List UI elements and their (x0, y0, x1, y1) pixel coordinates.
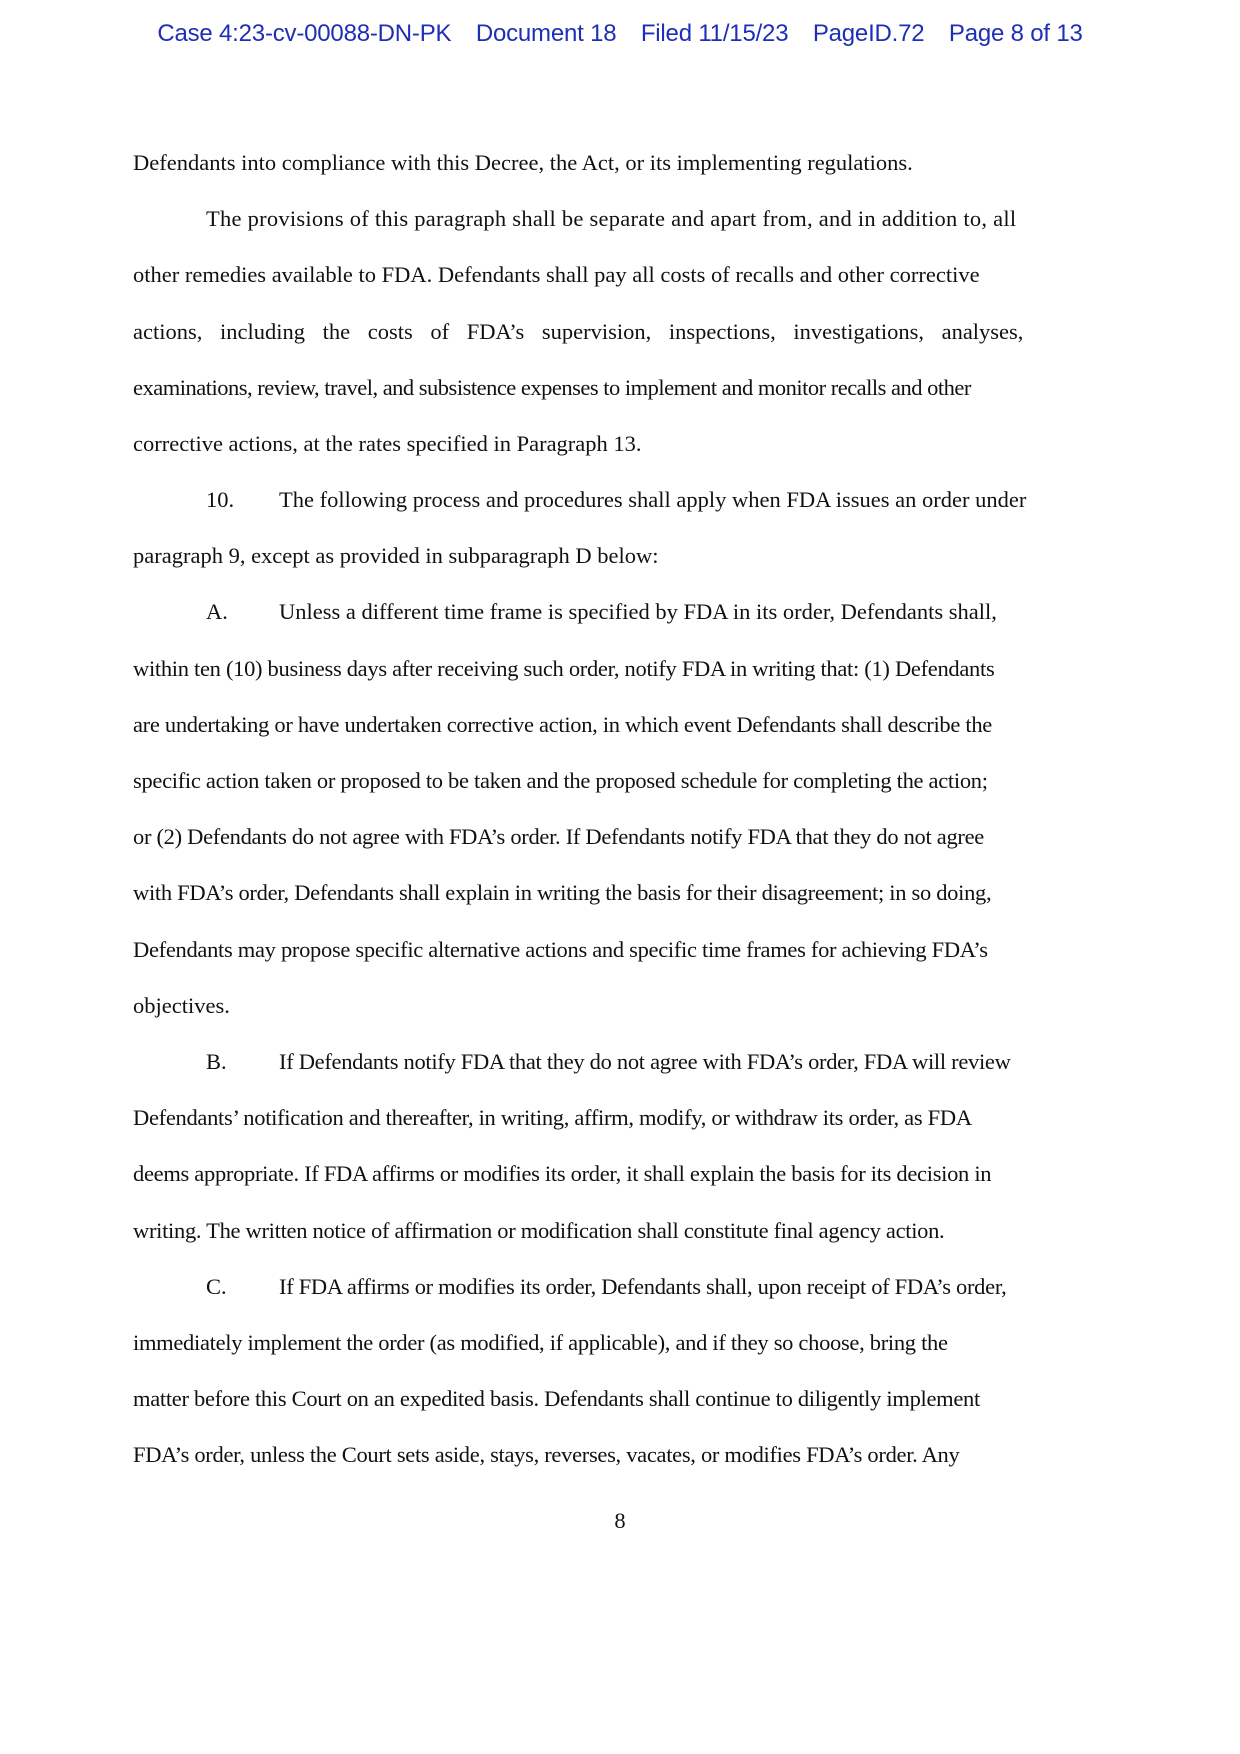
subparagraph-label: C. (206, 1273, 227, 1299)
subparagraph-line: B. If Defendants notify FDA that they do not agree with FDA’s order, FDA will review (133, 1034, 1113, 1090)
filed-date: Filed 11/15/23 (640, 20, 789, 47)
page-id: PageID.72 (812, 20, 925, 47)
numbered-paragraph-line: 10. The following process and procedures shall apply when FDA issues an order under (133, 472, 1113, 528)
text-line: paragraph 9, except as provided in subparagraph D below: (133, 543, 659, 569)
text-line: matter before this Court on an expedited basis. Defendants shall continue to diligently implement (133, 1386, 980, 1412)
subparagraph-line: C. If FDA affirms or modifies its order, Defendants shall, upon receipt of FDA’s order, (133, 1259, 1113, 1315)
text-line: FDA’s order, unless the Court sets aside, stays, reverses, vacates, or modifies FDA’s order. Any (133, 1442, 960, 1468)
text-line: Defendants’ notification and thereafter, in writing, affirm, modify, or withdraw its order, as FDA (133, 1105, 972, 1131)
text-line: with FDA’s order, Defendants shall explain in writing the basis for their disagreement; in so doing, (133, 880, 992, 906)
subparagraph-label: A. (206, 599, 228, 625)
text-line: specific action taken or proposed to be taken and the proposed schedule for completing the action; (133, 768, 988, 794)
text-line: deems appropriate. If FDA affirms or modifies its order, it shall explain the basis for its decision in (133, 1161, 992, 1187)
text-line: examinations, review, travel, and subsistence expenses to implement and monitor recalls and other (133, 374, 971, 400)
page-count: Page 8 of 13 (948, 20, 1083, 47)
text-line: or (2) Defendants do not agree with FDA’s order. If Defendants notify FDA that they do not agree (133, 824, 984, 850)
text-line: within ten (10) business days after receiving such order, notify FDA in writing that: (1) Defendants (133, 655, 995, 681)
subparagraph-line: A. Unless a different time frame is specified by FDA in its order, Defendants shall, (133, 585, 1113, 641)
text-line: Defendants into compliance with this Decree, the Act, or its implementing regulations. (133, 149, 913, 175)
page-number: 8 (614, 1508, 626, 1533)
ecf-header (0, 20, 1240, 48)
text-line: objectives. (133, 992, 230, 1018)
text-line: corrective actions, at the rates specified in Paragraph 13. (133, 430, 642, 456)
paragraph-number: 10. (206, 487, 235, 513)
document-body (133, 135, 1113, 1484)
text-line: other remedies available to FDA. Defendants shall pay all costs of recalls and other corrective (133, 262, 980, 288)
subparagraph-label: B. (206, 1048, 227, 1074)
text-line: Defendants may propose specific alternative actions and specific time frames for achieving FDA’s (133, 936, 988, 962)
text-line: writing. The written notice of affirmation or modification shall constitute final agency action. (133, 1217, 945, 1243)
text-line: actions, including the costs of FDA’s supervision, inspections, investigations, analyses, (133, 318, 1024, 344)
text-line: immediately implement the order (as modified, if applicable), and if they so choose, bring the (133, 1329, 948, 1355)
text-line: are undertaking or have undertaken corrective action, in which event Defendants shall describe the (133, 711, 992, 737)
case-number: Case 4:23-cv-00088-DN-PK (157, 20, 452, 47)
paragraph-start-line: The provisions of this paragraph shall be separate and apart from, and in addition to, all (206, 206, 1017, 232)
document-number: Document 18 (475, 20, 617, 47)
